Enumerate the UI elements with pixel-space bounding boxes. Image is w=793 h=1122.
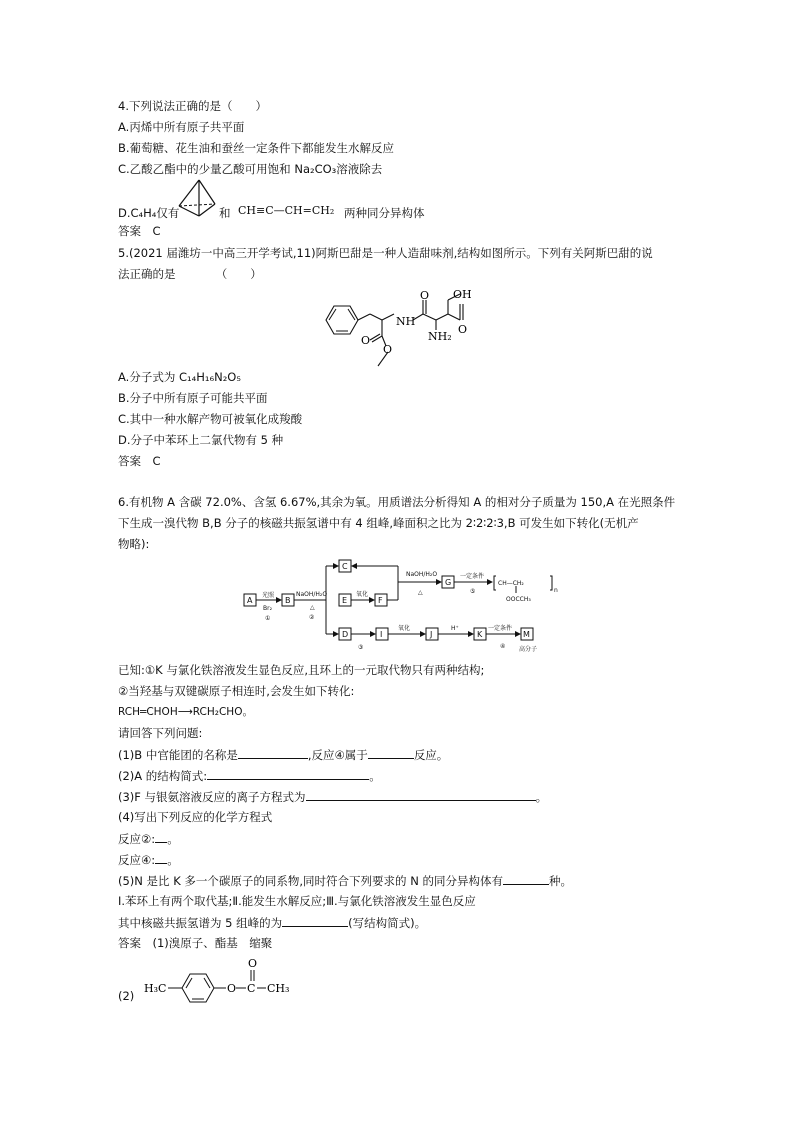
scheme-box-b: B [285, 596, 291, 605]
scheme-cond-g: 一定条件 [460, 573, 485, 580]
ans2-ch3-label: CH₃ [267, 982, 290, 995]
q6-reaction-2 [118, 831, 179, 846]
q5-stem-line1: 5.(2021 届潍坊一中高三开学考试,11)阿斯巴甜是一种人造甜味剂,结构如图所示。下列有关阿斯巴甜的说 [118, 246, 653, 260]
q4-option-a: A.丙烯中所有原子共平面 [118, 120, 245, 134]
scheme-oxid-ef: 氧化 [356, 591, 369, 598]
aspartame-o4-label: O [383, 343, 393, 356]
ans2-h3c-label: H₃C [144, 982, 167, 995]
scheme-box-m: M [523, 630, 530, 639]
q4-d-prefix: D.C₄H₄仅有 [118, 206, 180, 220]
q6-sub2-text-b: 。 [369, 769, 381, 783]
scheme-polymer-label: CH—CH₂ [498, 580, 524, 587]
q6-sub5-blank[interactable] [503, 873, 549, 885]
q6-sub1-text-c: 反应。 [413, 748, 449, 762]
scheme-step2: ② [309, 614, 315, 621]
q5-option-d: D.分子中苯环上二氯代物有 5 种 [118, 433, 284, 447]
scheme-macro-label: 高分子 [519, 646, 538, 653]
scheme-box-i: I [380, 630, 383, 639]
q4-option-c: C.乙酸乙酯中的少量乙酸可用饱和 Na₂CO₃溶液除去 [118, 162, 383, 176]
q6-ask: 请回答下列问题: [118, 726, 203, 740]
q4-option-d [118, 206, 179, 220]
aspartame-o3-label: O [361, 334, 371, 347]
q4-d-and: 和 [219, 206, 231, 220]
q5-option-b: B.分子中所有原子可能共平面 [118, 391, 268, 405]
q6-stem-line1: 6.有机物 A 含碳 72.0%、含氢 6.67%,其余为氧。用质谱法分析得知 A 的相对分子质量为 150,A 在光照条件 [118, 495, 676, 509]
ans2-c-label: C [247, 982, 256, 995]
scheme-box-g: G [445, 578, 452, 587]
scheme-step3: ③ [358, 644, 364, 651]
q6-sub4: (4)写出下列反应的化学方程式 [118, 810, 273, 824]
q6-sub2 [118, 768, 381, 783]
aspartame-nh-label: NH [396, 315, 416, 328]
q6-r4-blank[interactable] [155, 852, 167, 864]
q4-d-formula: CH≡C—CH=CH₂ [238, 204, 335, 217]
q6-r2-end: 。 [167, 832, 179, 846]
q6-sub1 [118, 747, 448, 762]
q5-answer: 答案 C [118, 454, 161, 468]
aspartame-structure [318, 280, 488, 372]
reaction-scheme [238, 552, 568, 654]
q6-nmr-text-a: 其中核磁共振氢谱为 5 组峰的为 [118, 916, 283, 930]
q6-stem-line2: 下生成一溴代物 B,B 分子的核磁共振氢谱中有 4 组峰,峰面积之比为 2∶2∶2∶3,B 可发生如下转化(无机产 [118, 516, 639, 530]
q6-sub1-blank-1[interactable] [238, 747, 308, 759]
scheme-oxid-ij: 氧化 [398, 625, 411, 632]
scheme-box-k: K [477, 630, 483, 639]
q6-sub5-text-b: 种。 [548, 874, 572, 888]
scheme-ooc-label: OOCCH₃ [506, 596, 531, 603]
q5-option-c: C.其中一种水解产物可被氧化成羧酸 [118, 412, 303, 426]
q6-sub1-text-a: (1)B 中官能团的名称是 [118, 748, 238, 762]
q6-r2-label: 反应②: [118, 832, 156, 846]
aspartame-o2-label: O [458, 323, 468, 336]
q6-sub5 [118, 873, 572, 888]
q6-sub2-text-a: (2)A 的结构简式: [118, 769, 208, 783]
scheme-cond-k: 一定条件 [488, 625, 513, 632]
q6-nmr-text-b: (写结构简式)。 [348, 916, 427, 930]
aspartame-o1-label: O [420, 289, 430, 302]
scheme-naoh-fg: NaOH/H₂O [406, 571, 438, 578]
q6-answer: 答案 (1)溴原子、酯基 缩聚 [118, 936, 273, 950]
q4-option-b: B.葡萄糖、花生油和蚕丝一定条件下都能发生水解反应 [118, 141, 395, 155]
q6-known-2: ②当羟基与双键碳原子相连时,会发生如下转化: [118, 684, 355, 698]
q6-sub1-text-b: ,反应④属于 [307, 748, 368, 762]
q6-reaction-4 [118, 852, 179, 867]
q6-sub3-text-b: 。 [535, 790, 548, 804]
q6-stem-line3: 物略): [118, 537, 150, 551]
scheme-box-e: E [342, 596, 348, 605]
q5-option-a: A.分子式为 C₁₄H₁₆N₂O₅ [118, 370, 241, 384]
scheme-box-d: D [342, 630, 349, 639]
aspartame-nh2-label: NH₂ [428, 330, 452, 343]
scheme-polymer-n: n [554, 587, 558, 594]
q6-sub1-blank-2[interactable] [368, 747, 414, 759]
q6-requirements: Ⅰ.苯环上有两个取代基;Ⅱ.能发生水解反应;Ⅲ.与氯化铁溶液发生显色反应 [118, 894, 476, 908]
q4-stem: 4.下列说法正确的是（ ） [118, 99, 267, 113]
scheme-box-c: C [342, 562, 348, 571]
scheme-br2-label: Br₂ [263, 605, 272, 612]
scheme-box-f: F [378, 596, 383, 605]
answer-2-structure [142, 956, 302, 1004]
q4-d-suffix: 两种同分异构体 [344, 206, 425, 220]
scheme-box-j: J [430, 630, 433, 639]
q6-sub5-text-a: (5)N 是比 K 多一个碳原子的同系物,同时符合下列要求的 N 的同分异构体有 [118, 874, 503, 888]
q6-sub3-blank[interactable] [306, 789, 536, 801]
q6-r4-end: 。 [167, 853, 179, 867]
q6-sub2-blank[interactable] [207, 768, 369, 780]
scheme-hplus-label: H⁺ [451, 625, 459, 632]
q6-nmr [118, 915, 426, 930]
q6-sub3 [118, 789, 547, 804]
q6-known-1: 已知:①K 与氯化铁溶液发生显色反应,且环上的一元取代物只有两种结构; [118, 663, 485, 677]
q6-sub3-text-a: (3)F 与银氨溶液反应的离子方程式为 [118, 790, 306, 804]
q6-answer-2-number: (2) [118, 989, 135, 1003]
q6-r2-blank[interactable] [155, 831, 167, 843]
scheme-delta-label: △ [310, 604, 315, 611]
q5-stem-line2: 法正确的是 （ ） [118, 267, 262, 281]
q6-known-3: RCH═CHOH⟶RCH₂CHO。 [118, 706, 253, 718]
ans2-carbonyl-o: O [248, 957, 258, 970]
scheme-naoh-label: NaOH/H₂O [296, 591, 328, 598]
aspartame-oh-label: OH [453, 288, 472, 301]
scheme-delta-fg: △ [418, 589, 423, 596]
q4-answer: 答案 C [118, 224, 161, 238]
scheme-box-a: A [247, 596, 253, 605]
tetrahedrane-structure [177, 178, 219, 220]
scheme-step5: ⑤ [470, 588, 476, 595]
scheme-step4: ④ [500, 643, 506, 650]
ans2-o-label: O [227, 982, 237, 995]
scheme-light-label: 光照 [262, 592, 275, 599]
q6-nmr-blank[interactable] [282, 915, 348, 927]
scheme-step1: ① [265, 615, 271, 622]
q6-r4-label: 反应④: [118, 853, 156, 867]
